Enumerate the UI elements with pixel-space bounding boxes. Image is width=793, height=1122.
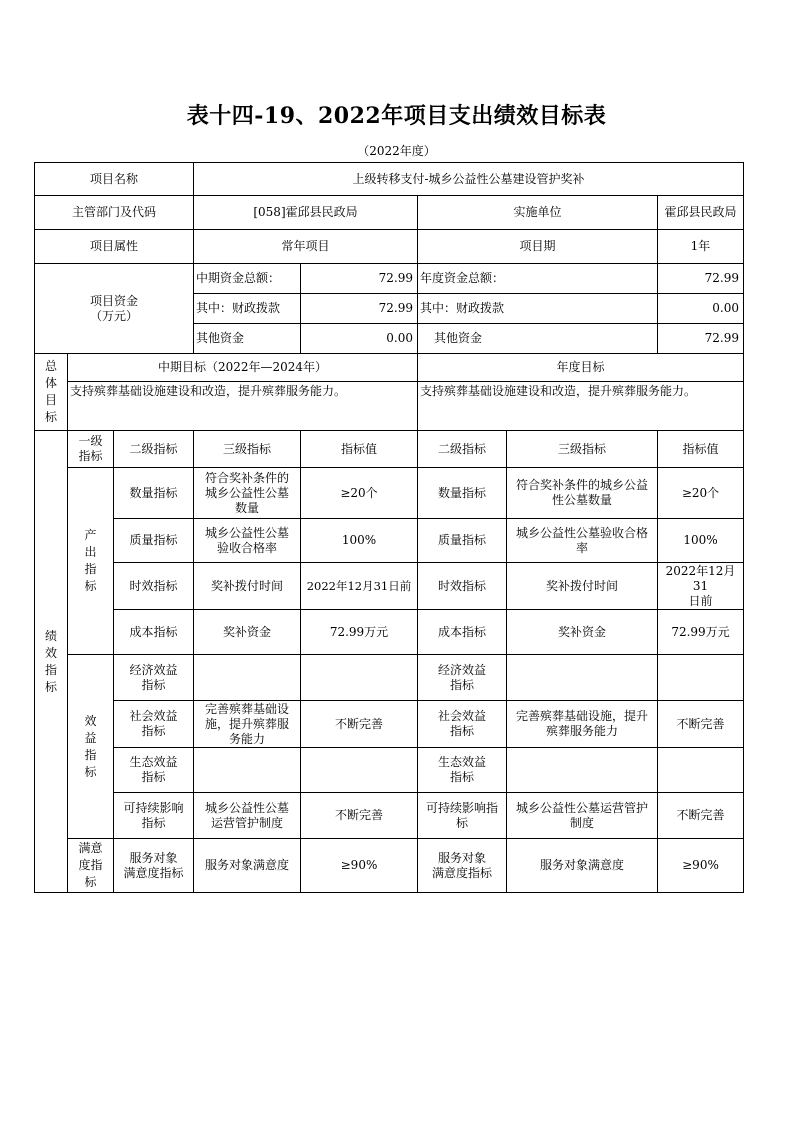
year-indicator-l3: 奖补拨付时间 bbox=[507, 563, 658, 610]
year-indicator-value: 72.99万元 bbox=[658, 610, 744, 655]
indicator-l3: 奖补资金 bbox=[194, 610, 301, 655]
year-other-value: 72.99 bbox=[658, 324, 744, 354]
project-name-label: 项目名称 bbox=[35, 163, 194, 196]
year-total-value: 72.99 bbox=[658, 264, 744, 294]
year-fiscal-label: 其中：财政拨款 bbox=[418, 294, 658, 324]
year-indicator-value: ≥20个 bbox=[658, 468, 744, 519]
header-y-l3: 三级指标 bbox=[507, 431, 658, 468]
year-indicator-l2: 社会效益 指标 bbox=[418, 701, 507, 748]
year-indicator-l3: 城乡公益性公墓验收合格 率 bbox=[507, 519, 658, 563]
indicator-value: ≥20个 bbox=[301, 468, 418, 519]
indicator-l2: 时效指标 bbox=[114, 563, 194, 610]
attr-label: 项目属性 bbox=[35, 230, 194, 264]
indicator-value: 不断完善 bbox=[301, 793, 418, 839]
attr-value: 常年项目 bbox=[194, 230, 418, 264]
dept-value: [058]霍邱县民政局 bbox=[194, 196, 418, 230]
indicator-value bbox=[301, 655, 418, 701]
indicator-l3: 城乡公益性公墓 验收合格率 bbox=[194, 519, 301, 563]
dept-label: 主管部门及代码 bbox=[35, 196, 194, 230]
mid-other-label: 其他资金 bbox=[194, 324, 301, 354]
indicator-l2: 经济效益 指标 bbox=[114, 655, 194, 701]
subtitle-year: （2022年度） bbox=[357, 144, 436, 158]
mid-goal-header: 中期目标（2022年—2024年） bbox=[68, 354, 418, 382]
year-indicator-value: 不断完善 bbox=[658, 793, 744, 839]
period-label: 项目期 bbox=[418, 230, 658, 264]
year-other-label: 其他资金 bbox=[418, 324, 658, 354]
satisfaction-label: 满意 度指 标 bbox=[68, 839, 114, 893]
indicator-value bbox=[301, 748, 418, 793]
year-indicator-l3: 符合奖补条件的城乡公益 性公墓数量 bbox=[507, 468, 658, 519]
year-fiscal-value: 0.00 bbox=[658, 294, 744, 324]
impl-value: 霍邱县民政局 bbox=[658, 196, 744, 230]
indicator-value: ≥90% bbox=[301, 839, 418, 893]
mid-goal-text: 支持殡葬基础设施建设和改造，提升殡葬服务能力。 bbox=[68, 382, 418, 431]
overall-goal-label: 总 体 目 标 bbox=[35, 354, 68, 431]
header-l3: 三级指标 bbox=[194, 431, 301, 468]
year-indicator-l2: 服务对象 满意度指标 bbox=[418, 839, 507, 893]
year-indicator-value bbox=[658, 655, 744, 701]
year-indicator-l3: 奖补资金 bbox=[507, 610, 658, 655]
indicator-l2: 服务对象 满意度指标 bbox=[114, 839, 194, 893]
indicator-l3: 符合奖补条件的 城乡公益性公墓 数量 bbox=[194, 468, 301, 519]
year-total-label: 年度资金总额： bbox=[418, 264, 658, 294]
year-goal-text: 支持殡葬基础设施建设和改造，提升殡葬服务能力。 bbox=[418, 382, 744, 431]
indicator-l3: 奖补拨付时间 bbox=[194, 563, 301, 610]
year-indicator-value: 不断完善 bbox=[658, 701, 744, 748]
header-y-val: 指标值 bbox=[658, 431, 744, 468]
indicator-value: 100% bbox=[301, 519, 418, 563]
indicator-value: 72.99万元 bbox=[301, 610, 418, 655]
impl-label: 实施单位 bbox=[418, 196, 658, 230]
year-indicator-l2: 成本指标 bbox=[418, 610, 507, 655]
indicator-l3 bbox=[194, 655, 301, 701]
output-label: 产 出 指 标 bbox=[68, 468, 114, 655]
mid-total-value: 72.99 bbox=[301, 264, 418, 294]
mid-other-value: 0.00 bbox=[301, 324, 418, 354]
funds-label: 项目资金 （万元） bbox=[35, 264, 194, 354]
year-indicator-l3 bbox=[507, 655, 658, 701]
indicator-l2: 质量指标 bbox=[114, 519, 194, 563]
year-indicator-l3 bbox=[507, 748, 658, 793]
performance-table bbox=[34, 162, 744, 893]
indicator-l2: 社会效益 指标 bbox=[114, 701, 194, 748]
indicator-l2: 可持续影响 指标 bbox=[114, 793, 194, 839]
header-val: 指标值 bbox=[301, 431, 418, 468]
year-indicator-value bbox=[658, 748, 744, 793]
indicator-l2: 数量指标 bbox=[114, 468, 194, 519]
page-title: 表十四-19、2022年项目支出绩效目标表 bbox=[186, 103, 607, 129]
effect-label: 效 益 指 标 bbox=[68, 655, 114, 839]
mid-fiscal-value: 72.99 bbox=[301, 294, 418, 324]
indicator-l3: 服务对象满意度 bbox=[194, 839, 301, 893]
year-indicator-l3: 完善殡葬基础设施，提升 殡葬服务能力 bbox=[507, 701, 658, 748]
year-indicator-l2: 时效指标 bbox=[418, 563, 507, 610]
project-name: 上级转移支付-城乡公益性公墓建设管护奖补 bbox=[194, 163, 744, 196]
indicator-l3 bbox=[194, 748, 301, 793]
mid-fiscal-label: 其中：财政拨款 bbox=[194, 294, 301, 324]
year-indicator-l3: 服务对象满意度 bbox=[507, 839, 658, 893]
indicator-l2: 生态效益 指标 bbox=[114, 748, 194, 793]
indicator-l3: 完善殡葬基础设 施，提升殡葬服 务能力 bbox=[194, 701, 301, 748]
indicator-l3: 城乡公益性公墓 运营管护制度 bbox=[194, 793, 301, 839]
perf-label: 绩 效 指 标 bbox=[35, 431, 68, 893]
year-indicator-value: 2022年12月31 日前 bbox=[658, 563, 744, 610]
header-l1: 一级 指标 bbox=[68, 431, 114, 468]
indicator-l2: 成本指标 bbox=[114, 610, 194, 655]
header-l2: 二级指标 bbox=[114, 431, 194, 468]
year-indicator-l2: 可持续影响指 标 bbox=[418, 793, 507, 839]
indicator-value: 不断完善 bbox=[301, 701, 418, 748]
header-y-l2: 二级指标 bbox=[418, 431, 507, 468]
year-goal-header: 年度目标 bbox=[418, 354, 744, 382]
year-indicator-l3: 城乡公益性公墓运营管护 制度 bbox=[507, 793, 658, 839]
year-indicator-l2: 生态效益 指标 bbox=[418, 748, 507, 793]
year-indicator-l2: 经济效益 指标 bbox=[418, 655, 507, 701]
year-indicator-value: 100% bbox=[658, 519, 744, 563]
mid-total-label: 中期资金总额： bbox=[194, 264, 301, 294]
period-value: 1年 bbox=[658, 230, 744, 264]
year-indicator-l2: 质量指标 bbox=[418, 519, 507, 563]
year-indicator-l2: 数量指标 bbox=[418, 468, 507, 519]
year-indicator-value: ≥90% bbox=[658, 839, 744, 893]
indicator-value: 2022年12月31日前 bbox=[301, 563, 418, 610]
